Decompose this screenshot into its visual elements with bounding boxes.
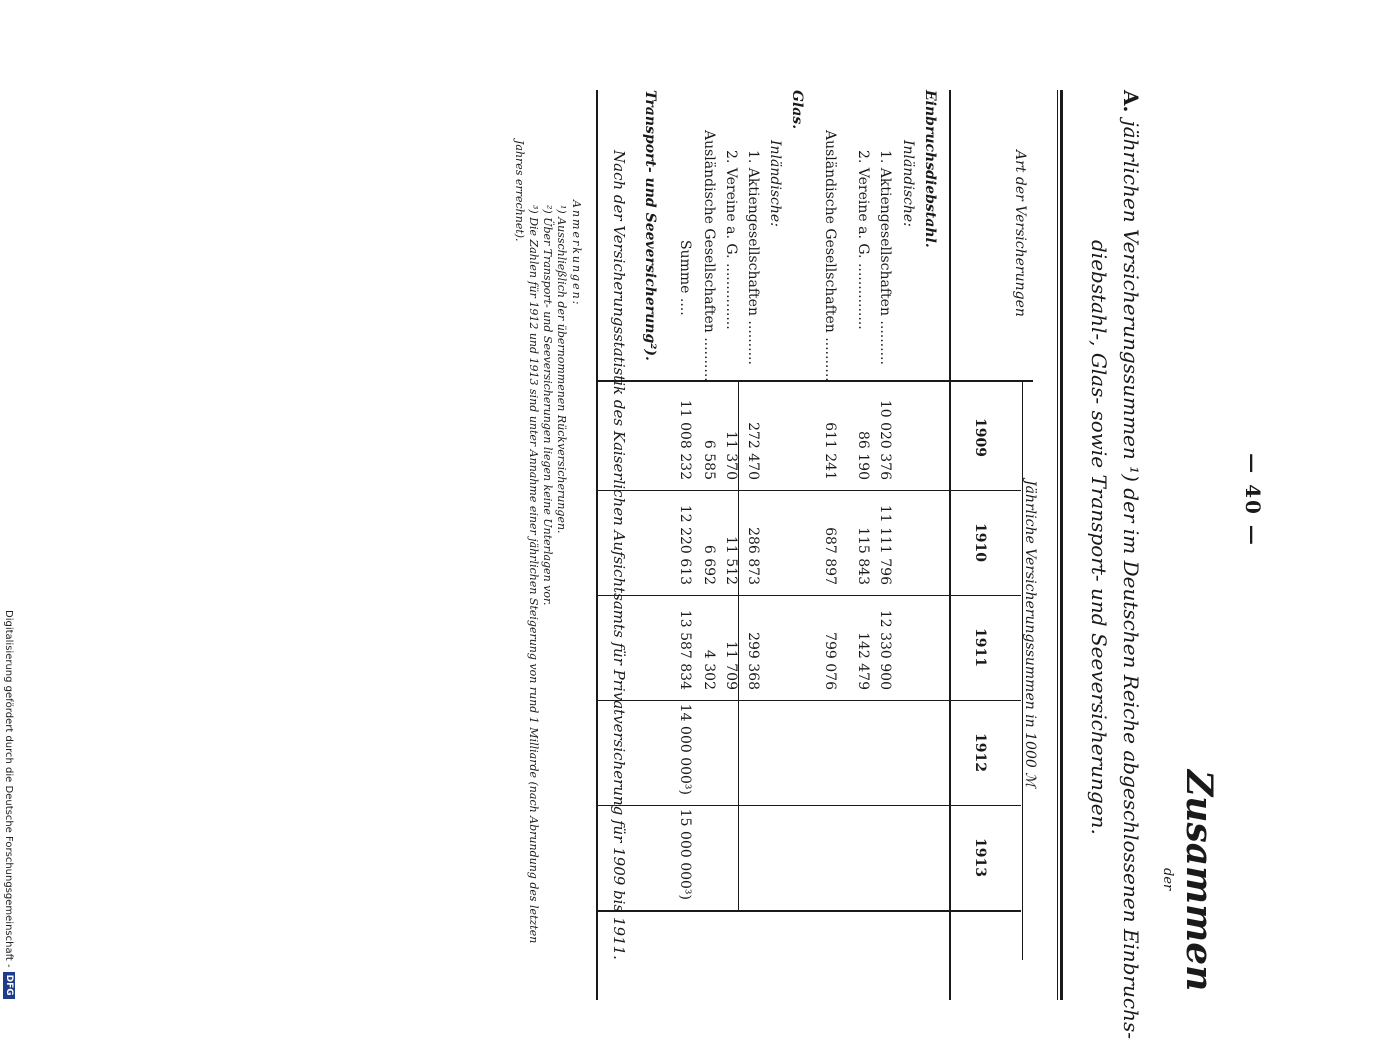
dfg-logo: DFG xyxy=(3,972,15,999)
page-subtitle: der xyxy=(1160,868,1175,891)
row-label: Ausländische Gesellschaften .......... xyxy=(701,130,717,382)
value-cell-1910: 687 897 xyxy=(822,527,838,585)
year-header-1913: 1913 xyxy=(972,838,988,877)
table-rule-bottom xyxy=(596,90,598,1000)
row-label: 1. Aktiengesellschaften .......... xyxy=(877,150,893,365)
row-label: 2. Vereine a. G. ............... xyxy=(855,150,871,330)
value-cell-1909: 6 585 xyxy=(701,439,717,480)
row-label: 1. Aktiengesellschaften .......... xyxy=(745,150,761,365)
table-rule-vertical-label xyxy=(598,380,1033,382)
row-label: Transport- und Seeversicherung²). xyxy=(642,90,658,361)
value-cell-1910: 12 220 613 xyxy=(677,504,693,585)
table-rule-top xyxy=(1060,90,1063,1000)
stamp-text: Digitalisierung gefördert durch die Deutsche Forschungsgemeinschaft - xyxy=(3,610,15,968)
row-label: 2. Vereine a. G. ............... xyxy=(723,150,739,330)
section-heading xyxy=(1119,90,1143,1039)
row-label: Summe .... xyxy=(677,240,693,316)
value-cell-1911: 11 709 xyxy=(723,641,739,690)
value-cell-1910: 11 512 xyxy=(723,536,739,585)
value-cell-1910: 11 111 796 xyxy=(877,504,893,585)
notes-title: Anmerkungen: xyxy=(570,200,583,307)
note-4: Jahres errechnet). xyxy=(513,140,526,242)
value-cell-1909: 10 020 376 xyxy=(877,399,893,480)
value-cell-1909: 86 190 xyxy=(855,431,871,480)
year-header-1912: 1912 xyxy=(972,733,988,772)
page-title: Zusammen xyxy=(1178,770,1220,992)
section-heading-line1: jährlichen Versicherungssummen ¹) der im Deutschen Reiche abgeschlossenen Einbruchs- xyxy=(1119,120,1143,1039)
value-cell-1911: 299 368 xyxy=(745,632,761,690)
values-span-header: Jährliche Versicherungssummen in 1000 ℳ xyxy=(1022,480,1038,788)
value-cell-1911: 13 587 834 xyxy=(677,609,693,690)
value-cell-1911: 142 479 xyxy=(855,632,871,690)
value-cell-1909: 11 008 232 xyxy=(677,399,693,480)
value-cell-1909: 611 241 xyxy=(822,422,838,480)
value-cell-1909: 11 370 xyxy=(723,431,739,480)
table-rule-header xyxy=(949,90,951,1000)
value-cell-1910: 6 692 xyxy=(701,544,717,585)
row-label: Inländische: xyxy=(900,140,916,227)
note-1: ¹) Ausschließlich der übernommenen Rückversicherungen. xyxy=(555,205,568,534)
value-cell-1911: 4 302 xyxy=(701,649,717,690)
value-cell-1913: 15 000 000³) xyxy=(677,808,693,900)
art-column-header: Art der Versicherungen xyxy=(1012,150,1028,317)
table-rule-vertical-3 xyxy=(598,700,1021,701)
table-rule-top-thin xyxy=(1057,90,1058,1000)
table-rule-vertical-2 xyxy=(598,595,1021,596)
table-rule-vertical-4 xyxy=(598,805,1021,806)
value-cell-1911: 799 076 xyxy=(822,632,838,690)
row-label: Einbruchsdiebstahl. xyxy=(922,90,938,248)
value-cell-1912: 14 000 000³) xyxy=(677,703,693,795)
page-number: — 40 — xyxy=(1241,453,1265,547)
section-label: A. xyxy=(1119,90,1143,113)
value-cell-1909: 272 470 xyxy=(745,422,761,480)
value-cell-1911: 12 330 900 xyxy=(877,609,893,690)
year-header-1909: 1909 xyxy=(972,418,988,457)
note-3: ³) Die Zahlen für 1912 und 1913 sind unter Annahme einer jährlichen Steigerung von rund 1 Milliarde (nach Abrundung des letzten xyxy=(527,205,540,944)
year-header-1911: 1911 xyxy=(972,628,988,667)
year-header-1910: 1910 xyxy=(972,523,988,562)
row-label: Inländische: xyxy=(767,140,783,227)
note-2: ²) Über Transport- und Seeversicherungen liegen keine Unterlagen vor. xyxy=(541,205,554,606)
footer-source: Nach der Versicherungsstatistik des Kaiserlichen Aufsichtsamts für Privatversicherung für 1909 bis 1911. xyxy=(610,150,628,960)
section-heading-line2: diebstahl-, Glas- sowie Transport- und Seeversicherungen. xyxy=(1087,240,1111,835)
row-label: Glas. xyxy=(789,90,805,130)
value-cell-1910: 286 873 xyxy=(745,527,761,585)
table-rule-vertical-1 xyxy=(598,490,1021,491)
table-rule-vertical-5 xyxy=(598,910,1021,912)
row-label: Ausländische Gesellschaften .......... xyxy=(822,130,838,382)
digitization-stamp xyxy=(3,610,15,999)
value-cell-1910: 115 843 xyxy=(855,527,871,585)
